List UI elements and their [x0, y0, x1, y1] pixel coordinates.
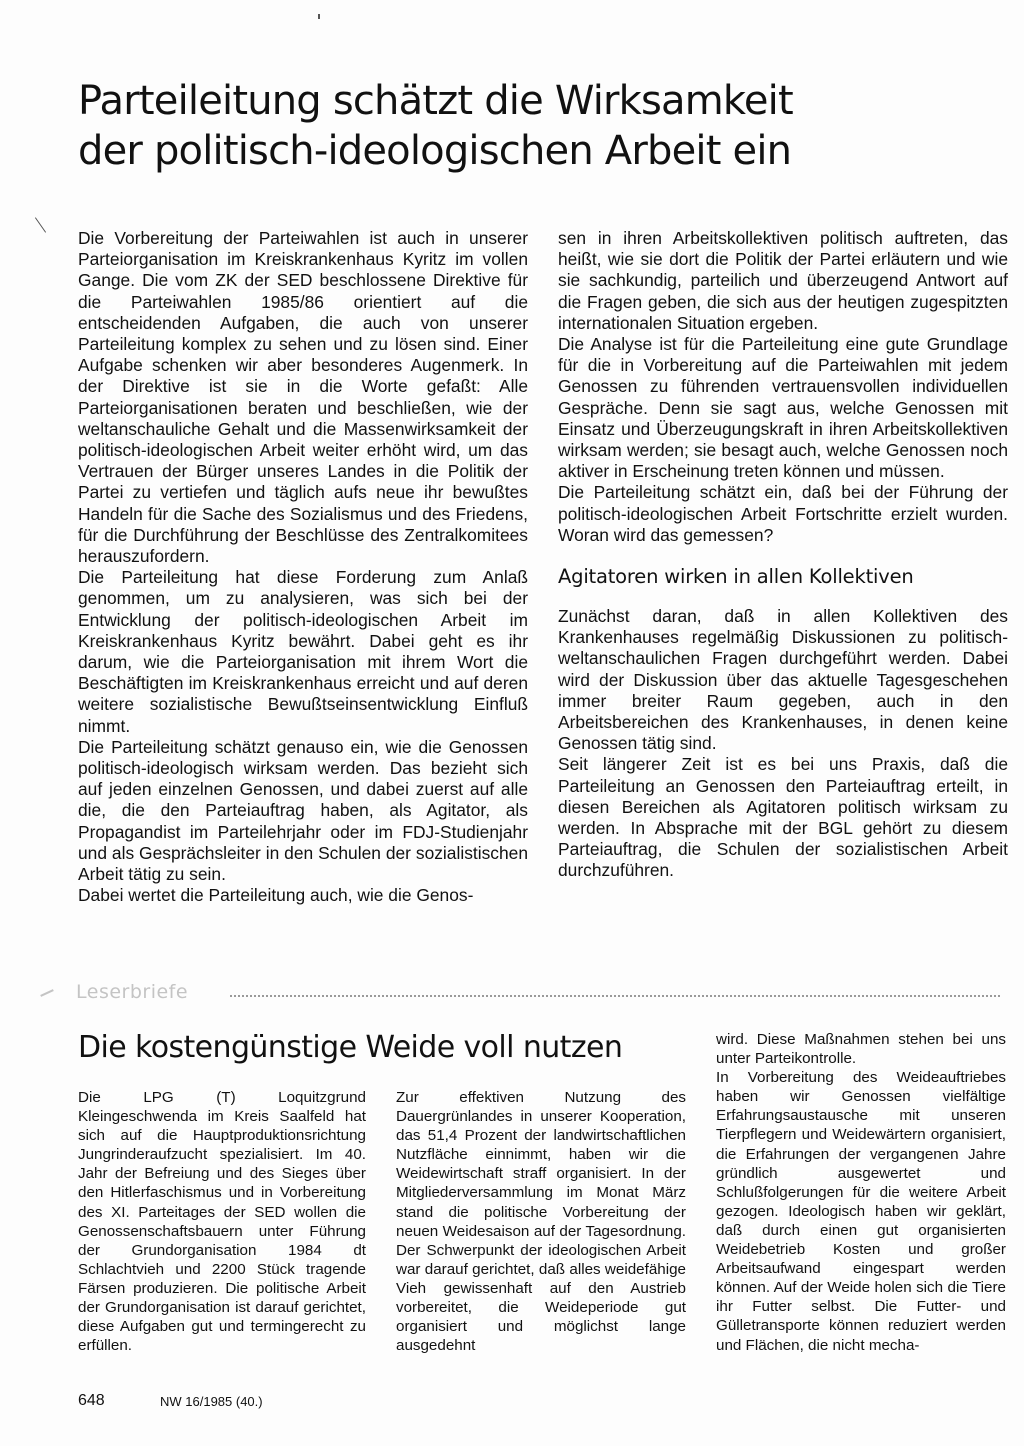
- subheading: Agitatoren wirken in allen Kollektiven: [558, 565, 914, 589]
- paragraph: Zunächst daran, daß in allen Kollektiven des Krankenhauses regelmäßig Diskussionen zu politisch-weltanschaulichen Fragen durchgeführt werden. Dabei wird der Diskussion über das aktuelle Tagesgeschehen immer breiter Raum gegeben, auch in den Arbeitsbereichen des Krankenhauses, in denen keine Genossen tätig sind.: [558, 606, 1008, 754]
- letter-column-1: [78, 1088, 366, 1355]
- page-number: 648: [78, 1392, 105, 1409]
- paragraph: Zur effektiven Nutzung des Dauergrünlandes in unserer Kooperation, das 51,4 Prozent der landwirtschaftlichen Nutzfläche einnimmt, haben wir die Weidewirtschaft straff organisiert. In der Mitgliederversammlung im Monat März stand die politische Vorbereitung der neuen Weidesaison auf der Tagesordnung. Der Schwerpunkt der ideologischen Arbeit war darauf gerichtet, daß alles weidefähige Vieh gewissenhaft auf den Austrieb vorbereitet, die Weideperiode gut organisiert und möglichst lange ausgedehnt: [396, 1089, 686, 1355]
- paragraph: wird. Diese Maßnahmen stehen bei uns unter Parteikontrolle.: [716, 1031, 1006, 1068]
- issue-reference: NW 16/1985 (40.): [160, 1394, 263, 1409]
- print-speck: [35, 217, 46, 232]
- paragraph: In Vorbereitung des Weideauftriebes haben wir Genossen vielfältige Erfahrungsaustausche mit unseren Tierpflegern und Weidewärtern organisiert, die Erfahrungen der vergangenen Jahre gründlich ausgewertet und Schlußfolgerungen für die weitere Arbeit gezogen. Ideologisch haben wir geklärt, daß durch einen gut organisierten Weidebetrieb Kosten und großer Arbeitsaufwand eingespart werden können. Auf der Weide holen sich die Tiere ihr Futter selbst. Die Futter- und Gülletransporte können reduziert werden und Flächen, die nicht mecha-: [716, 1069, 1006, 1354]
- paragraph: Die Analyse ist für die Parteileitung eine gute Grundlage für die in Vorbereitung auf die Parteiwahlen mit jedem Genossen zu führenden vertrauensvollen individuellen Gespräche. Denn sie sagt aus, welche Genossen mit Einsatz und Überzeugungskraft in ihren Arbeitskollektiven wirksam werden; sie besagt auch, welche Genossen noch aktiver in Erscheinung treten können und müssen.: [558, 334, 1008, 482]
- article-title-line-1: Parteileitung schätzt die Wirksamkeit: [78, 78, 793, 124]
- letter-column-2: [396, 1088, 686, 1355]
- article-column-2: [558, 228, 1008, 882]
- paragraph: Seit längerer Zeit ist es bei uns Praxis, daß die Parteileitung an Genossen den Parteiauftrag erteilt, in diesen Bereichen als Agitatoren politisch wirksam zu werden. In Absprache mit der BGL gehört zu diesem Parteiauftrag, die Schulen der sozialistischen Arbeit durchzuführen.: [558, 754, 1008, 881]
- paragraph: Die LPG (T) Loquitzgrund Kleingeschwenda im Kreis Saalfeld hat sich auf die Hauptproduktionsrichtung Jungrinderaufzucht spezialisiert. Im 40. Jahr der Befreiung und des Sieges über den Hitlerfaschismus und in Vorbereitung des XI. Parteitages der SED wollen die Genossenschaftsbauern unter Führung der Grundorganisation 1984 dt Schlachtvieh und 2200 Stück tragende Färsen produzieren. Die politische Arbeit der Grundorganisation ist darauf gerichtet, diese Aufgaben gut und termingerecht zu erfüllen.: [78, 1089, 366, 1355]
- paragraph: Die Parteileitung schätzt genauso ein, wie die Genossen politisch-ideologisch wirksam werden. Das bezieht sich auf jeden einzelnen Genossen, und dabei zuerst auf alle die, die den Parteiauftrag haben, als Agitator, als Propagandist im Parteilehrjahr oder im FDJ-Studienjahr und als Gesprächsleiter in den Schulen der sozialistischen Arbeit tätig zu sein.: [78, 736, 528, 885]
- letter-column-3: [716, 1030, 1006, 1355]
- article-column-1: [78, 228, 528, 907]
- paragraph: Die Parteileitung schätzt ein, daß bei der Führung der politisch-ideologischen Arbeit Fortschritte erzielt wurden. Woran wird das gemessen?: [558, 482, 1008, 545]
- letter-title: Die kostengünstige Weide voll nutzen: [78, 1030, 623, 1065]
- paragraph: Die Parteileitung hat diese Forderung zum Anlaß genommen, um zu analysieren, was sich bei der Entwicklung der politisch-ideologischen Arbeit im Kreiskrankenhaus Kyritz bewährt. Dabei geht es ihr darum, wie die Parteiorganisation mit ihrem Wort die Beschäftigten im Kreiskrankenhaus erreicht und auf deren weitere sozialistische Bewußtseinsentwicklung Einfluß nimmt.: [78, 567, 528, 736]
- paragraph: Dabei wertet die Parteileitung auch, wie die Genos-: [78, 885, 474, 906]
- rubric-dash: [40, 989, 54, 997]
- paragraph: Die Vorbereitung der Parteiwahlen ist auch in unserer Parteiorganisation im Kreiskrankenhaus Kyritz im vollen Gange. Die vom ZK der SED beschlossene Direktive für die Parteiwahlen 1985/86 orientiert auf die entscheidenden Aufgaben, die auch von unserer Parteileitung komplex zu sehen und zu lösen sind. Einer Aufgabe schenken wir aber besonderes Augenmerk. In der Direktive ist sie in die Worte gefaßt: Alle Parteiorganisationen beraten und beschließen, wie der weltanschauliche Gehalt und die Massenwirksamkeit der politisch-ideologischen Arbeit weiter erhöht wird, um das Vertrauen der Bürger unseres Landes in die Politik der Partei zu vertiefen und täglich aufs neue ihr bewußtes Handeln für die Sache des Sozialismus und des Friedens, für die Durchführung der Beschlüsse des Zentralkomitees herauszufordern.: [78, 228, 528, 567]
- paragraph: sen in ihren Arbeitskollektiven politisch auftreten, das heißt, wie sie dort die Politik der Partei erläutern und wie sie sachkundig, parteilich und überzeugend Antwort auf die Fragen geben, die sich aus der heutigen zugespitzten internationalen Situation ergeben.: [558, 228, 1008, 333]
- article-title-line-2: der politisch-ideologischen Arbeit ein: [78, 128, 792, 174]
- rubric-divider: [230, 995, 1000, 997]
- article-title: [78, 76, 958, 176]
- print-speck: [318, 14, 320, 19]
- section-rubric: [40, 981, 1000, 1007]
- rubric-label: Leserbriefe: [76, 981, 189, 1003]
